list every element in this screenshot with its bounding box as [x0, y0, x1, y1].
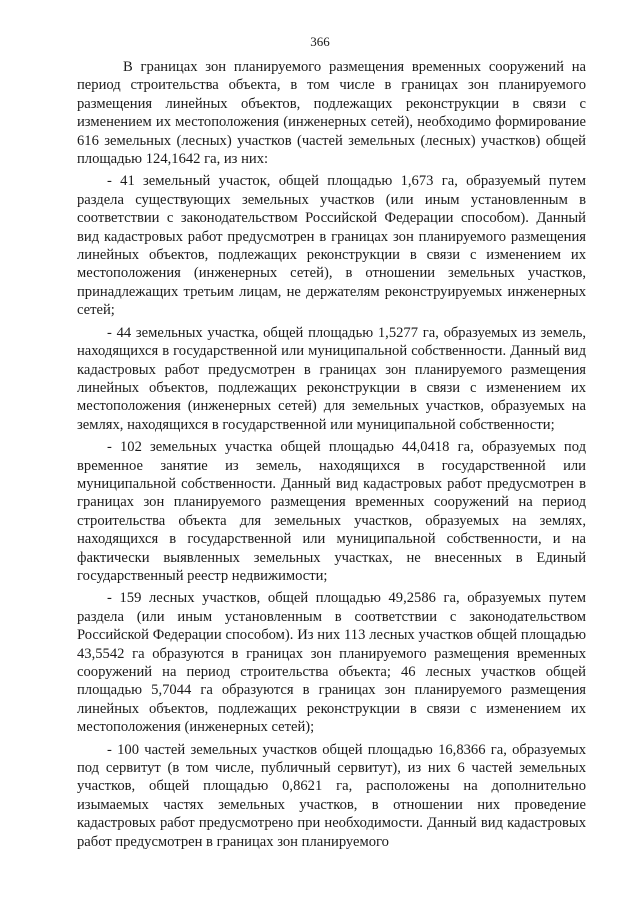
list-item: - 44 земельных участка, общей площадью 1,5277 га, образуемых из земель, находящихся в государственной или муниципальной собственности. Данный вид кадастровых работ предусмотрен в границах зон планируемого размещения линейных объектов, подлежащих реконструкции в связи с изменением их местоположения (инженерных сетей) для земельных участков, образуемых на землях, находящихся в государственной или муниципальной собственности; — [77, 324, 586, 433]
intro-paragraph: В границах зон планируемого размещения временных сооружений на период строительства объекта, в том числе в границах зон планируемого размещения линейных объектов, подлежащих реконструкции в связи с изменением их местоположения (инженерных сетей), необходимо формирование 616 земельных (лесных) участков (частей земельных (лесных) участков) общей площадью 124,1642 га, из них: — [77, 59, 586, 168]
list-item: - 100 частей земельных участков общей площадью 16,8366 га, образуемых под сервитут (в том числе, публичный сервитут), из них 6 частей земельных участков, общей площадью 0,8621 га, расположены на дополнительно изымаемых частях земельных участков, в отношении них проведение кадастровых работ предусмотрено при необходимости. Данный вид кадастровых работ предусмотрен в границах зон планируемого — [77, 741, 586, 850]
list-item: - 159 лесных участков, общей площадью 49,2586 га, образуемых путем раздела (или иным установленным в соответствии с законодательством Российской Федерации способом). Из них 113 лесных участков общей площадью 43,5542 га образуются в границах зон планируемого размещения временных сооружений на период строительства объекта; 46 лесных участков общей площадью 5,7044 га образуются в границах зон планируемого размещения линейных объектов, подлежащих реконструкции в связи с изменением их местоположения (инженерных сетей); — [77, 590, 586, 736]
page-number: 366 — [310, 34, 330, 49]
document-body — [77, 58, 586, 855]
list-item: - 41 земельный участок, общей площадью 1,673 га, образуемый путем раздела существующих земельных участков (или иным установленным в соответствии с законодательством Российской Федерации способом). Данный вид кадастровых работ предусмотрен в границах зон планируемого размещения линейных объектов, подлежащих реконструкции в связи с изменением их местоположения (инженерных сетей), в отношении земельных участков, принадлежащих третьим лицам, не держателям реконструируемых инженерных сетей; — [77, 173, 586, 319]
list-item: - 102 земельных участка общей площадью 44,0418 га, образуемых под временное занятие из земель, находящихся в государственной или муниципальной собственности. Данный вид кадастровых работ предусмотрен в границах зон планируемого размещения временных сооружений на период строительства объекта для земельных участков, образуемых на землях, находящихся в государственной или муниципальной собственности, и на фактически выявленных земельных участках, не внесенных в Единый государственный реестр недвижимости; — [77, 439, 586, 584]
